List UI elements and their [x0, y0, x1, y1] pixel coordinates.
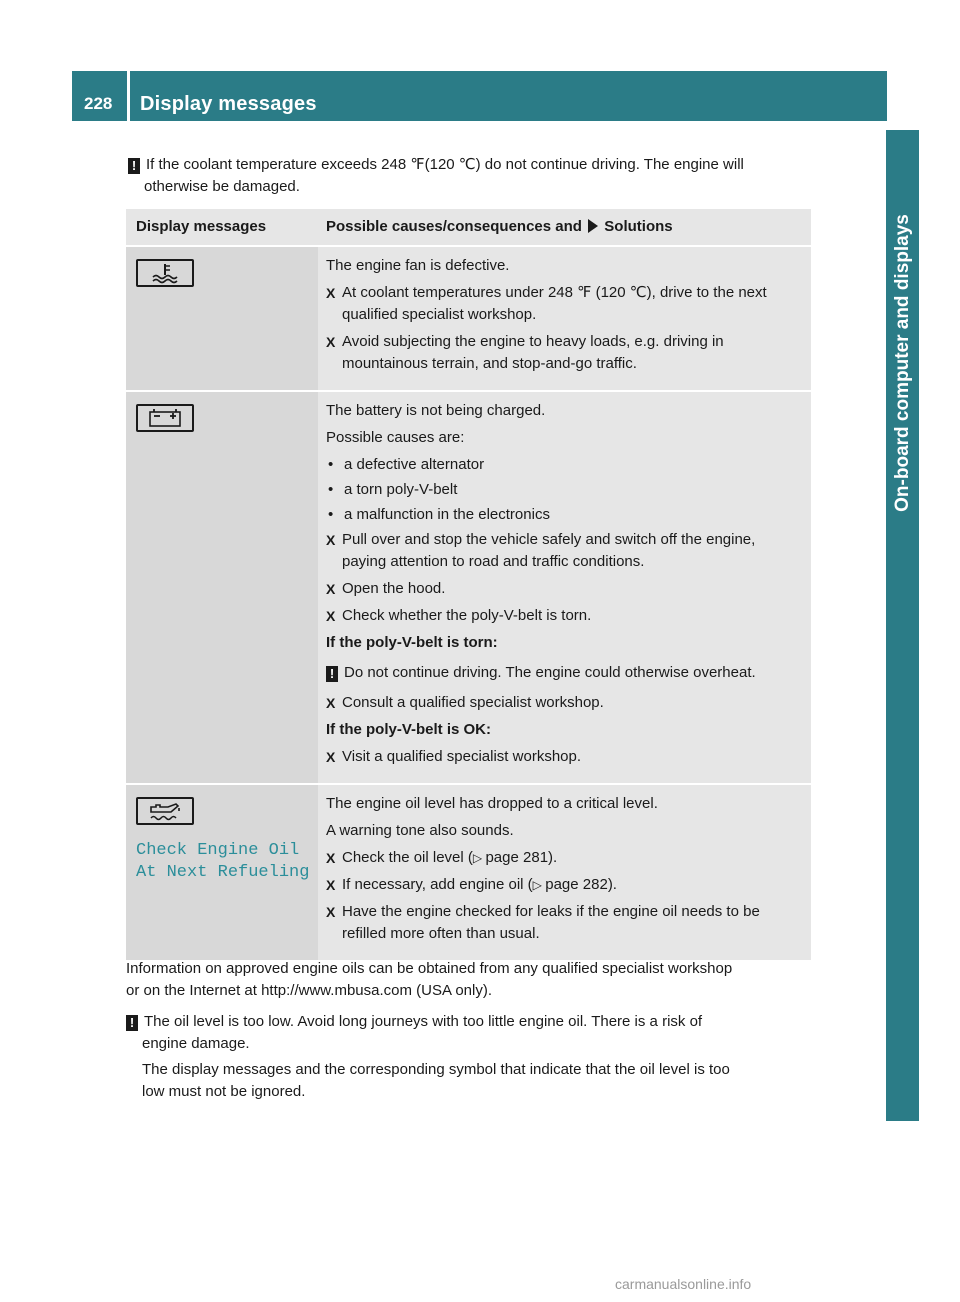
row1-step1: At coolant temperatures under 248 ℉ (120 ℃), drive to the next qualified specialist workshop.: [342, 284, 767, 323]
step-arrow-icon: X: [326, 334, 336, 350]
battery-icon: [136, 404, 194, 432]
coolant-temperature-icon: [136, 259, 194, 287]
row2-step3: Check whether the poly-V-belt is torn.: [342, 607, 592, 624]
table-row: [126, 785, 811, 960]
row2-lead: The battery is not being charged.: [326, 402, 546, 419]
page-title: Display messages: [140, 93, 317, 115]
step-arrow-icon: X: [326, 532, 336, 548]
row2-torn-warning-text: Do not continue driving. The engine could otherwise overheat.: [344, 664, 756, 681]
row2-ok-step: Visit a qualified specialist workshop.: [342, 748, 582, 765]
row3-lead: The engine oil level has dropped to a critical level.: [326, 795, 658, 812]
row2-torn-heading: If the poly-V-belt is torn:: [326, 634, 498, 651]
warning-icon: !: [126, 1015, 138, 1031]
side-tab-label: On-board computer and displays: [891, 213, 913, 512]
message-line2: At Next Refueling: [136, 863, 310, 882]
info-line1: Information on approved engine oils can be obtained from any qualified specialist workshop: [126, 960, 733, 977]
row1-step2: Avoid subjecting the engine to heavy loads, e.g. driving in mountainous terrain, and stop-and-go traffic.: [342, 333, 724, 372]
row1-lead: The engine fan is defective.: [326, 257, 510, 274]
footer-section: [126, 958, 816, 1103]
oil-note-line2: low must not be ignored.: [142, 1083, 306, 1100]
step-arrow-icon: X: [326, 581, 336, 597]
step-arrow-icon: X: [326, 850, 336, 866]
bullet-icon: •: [328, 481, 334, 498]
column-header-display-messages: Display messages: [126, 209, 318, 245]
row3-step2-post: ).: [607, 876, 617, 893]
column-header-solutions-label: Solutions: [604, 218, 673, 235]
row2-cause3: a malfunction in the electronics: [344, 506, 550, 523]
list-item: [326, 454, 803, 476]
solutions-cell: [318, 247, 811, 390]
warning-icon: !: [128, 158, 140, 174]
bullet-icon: •: [328, 456, 334, 473]
oil-warning-line1: The oil level is too low. Avoid long journeys with too little engine oil. There is a risk of: [144, 1013, 703, 1030]
coolant-warning-line1: If the coolant temperature exceeds 248 ℉(120 ℃) do not continue driving. The engine will: [146, 156, 744, 173]
row3-step1-ref[interactable]: page 281: [485, 849, 549, 866]
solution-step: [326, 282, 803, 326]
row3-step1-pre: Check the oil level (: [342, 849, 473, 866]
row2-cause1: a defective alternator: [344, 456, 485, 473]
step-arrow-icon: X: [326, 608, 336, 624]
row2-causes-intro: Possible causes are:: [326, 429, 465, 446]
solutions-cell: [318, 785, 811, 960]
solution-step: [326, 605, 803, 627]
row2-step2: Open the hood.: [342, 580, 446, 597]
step-arrow-icon: X: [326, 749, 336, 765]
table-row: [126, 392, 811, 783]
row3-step2-pre: If necessary, add engine oil (: [342, 876, 533, 893]
row2-ok-heading: If the poly-V-belt is OK:: [326, 721, 492, 738]
info-line2: or on the Internet at http://www.mbusa.com (USA only).: [126, 982, 492, 999]
check-engine-oil-message: [136, 840, 310, 884]
watermark: carmanualsonline.info: [615, 1276, 752, 1292]
list-item: [326, 504, 803, 526]
oil-warning-line2: engine damage.: [142, 1035, 250, 1052]
solution-step: [326, 529, 803, 573]
row3-step3: Have the engine checked for leaks if the engine oil needs to be refilled more often than usual.: [342, 903, 760, 942]
oil-note-line1: The display messages and the corresponding symbol that indicate that the oil level is too: [142, 1061, 730, 1078]
step-arrow-icon: X: [326, 904, 336, 920]
solution-step: [326, 901, 803, 945]
bullet-icon: •: [328, 506, 334, 523]
row2-torn-warning: [326, 662, 803, 684]
coolant-warning-line2: otherwise be damaged.: [144, 178, 300, 195]
row2-step1: Pull over and stop the vehicle safely and switch off the engine, paying attention to road and traffic conditions.: [342, 531, 756, 570]
message-line1: Check Engine Oil: [136, 841, 300, 860]
step-arrow-icon: X: [326, 695, 336, 711]
table-row: [126, 247, 811, 390]
solutions-cell: [318, 392, 811, 783]
row2-torn-step: Consult a qualified specialist workshop.: [342, 694, 604, 711]
oil-can-icon: [136, 797, 194, 825]
solution-step: [326, 874, 803, 896]
solution-step: [326, 578, 803, 600]
solution-step: [326, 847, 803, 869]
side-tab-block: [886, 595, 919, 1121]
coolant-warning: [128, 154, 818, 198]
step-arrow-icon: X: [326, 285, 336, 301]
row2-cause2: a torn poly-V-belt: [344, 481, 458, 498]
step-arrow-icon: X: [326, 877, 336, 893]
page-header: [72, 71, 887, 121]
row3-step1-post: ).: [548, 849, 558, 866]
oil-warning: [126, 1011, 816, 1103]
display-cell: [126, 392, 318, 783]
display-cell: [126, 785, 318, 960]
row3-tone: A warning tone also sounds.: [326, 822, 514, 839]
page-ref-icon: ▷: [532, 878, 546, 892]
column-header-causes-label: Possible causes/consequences and: [326, 218, 582, 235]
display-messages-table: [126, 207, 811, 962]
warning-icon: !: [326, 666, 338, 682]
header-divider: [127, 71, 130, 121]
column-header-causes: [318, 209, 811, 245]
solution-step: [326, 331, 803, 375]
row3-step2-ref[interactable]: page 282: [545, 876, 608, 893]
table-header-row: [126, 209, 811, 245]
side-tab-label-box: [886, 130, 919, 595]
display-cell: [126, 247, 318, 390]
page-number: 228: [84, 94, 113, 113]
solution-step: [326, 746, 803, 768]
list-item: [326, 479, 803, 501]
arrow-right-icon: [588, 219, 598, 233]
page-ref-icon: ▷: [472, 851, 486, 865]
solution-step: [326, 692, 803, 714]
